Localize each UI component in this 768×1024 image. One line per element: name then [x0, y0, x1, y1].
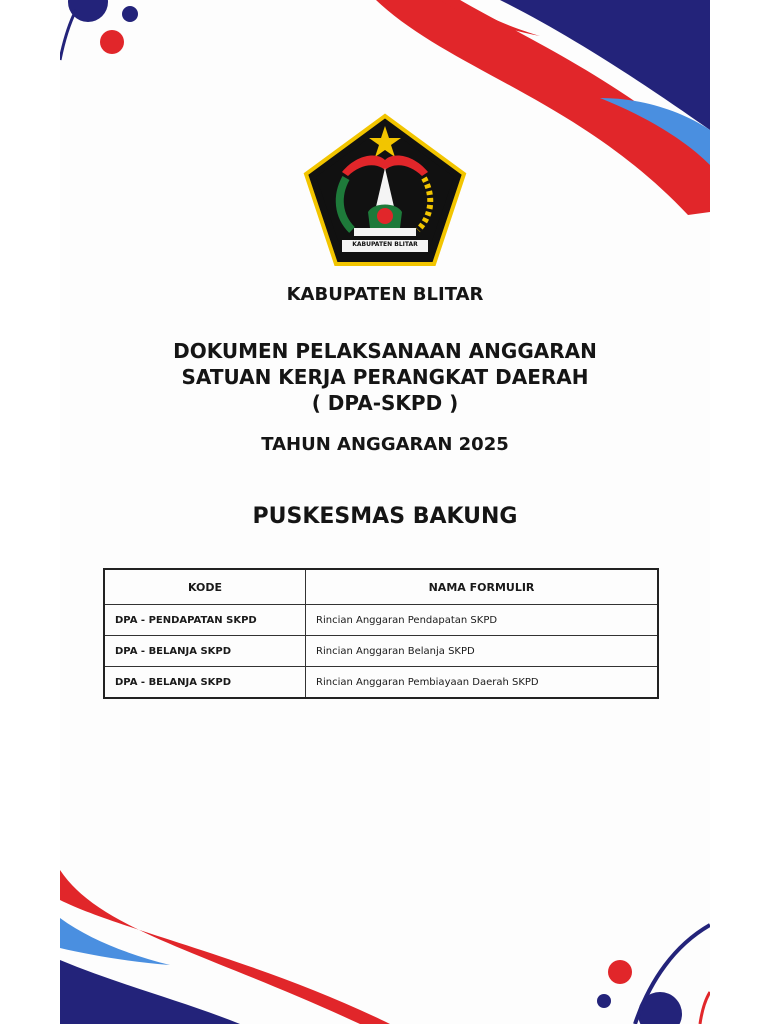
bottom-left-navy-swoosh [60, 960, 240, 1024]
table-cell-kode: DPA - BELANJA SKPD [104, 636, 306, 667]
form-code-table [103, 568, 659, 699]
document-title-line-1: DOKUMEN PELAKSANAAN ANGGARAN [173, 339, 597, 363]
bottom-right-red-arc [700, 992, 710, 1024]
budget-year-heading: TAHUN ANGGARAN 2025 [261, 434, 509, 455]
kabupaten-heading: KABUPATEN BLITAR [286, 284, 484, 305]
bottom-left-blue-swoosh [60, 918, 170, 965]
top-left-navy-arc [60, 10, 76, 60]
unit-heading: PUSKESMAS BAKUNG [252, 504, 518, 529]
table-cell-kode: DPA - BELANJA SKPD [104, 667, 306, 699]
top-left-small-navy-circle [122, 6, 138, 22]
emblem-label: KABUPATEN BLITAR [352, 241, 418, 248]
table-cell-nama: Rincian Anggaran Pembiayaan Daerah SKPD [306, 667, 659, 699]
table-cell-nama: Rincian Anggaran Belanja SKPD [306, 636, 659, 667]
table-row [104, 667, 658, 699]
table-cell-nama: Rincian Anggaran Pendapatan SKPD [306, 605, 659, 636]
column-header-nama-formulir: NAMA FORMULIR [306, 569, 659, 605]
table-header-row [104, 569, 658, 605]
bottom-right-navy-circle [597, 994, 611, 1008]
top-left-red-circle [100, 30, 124, 54]
bottom-right-red-circle [608, 960, 632, 984]
table-row [104, 605, 658, 636]
column-header-kode: KODE [104, 569, 306, 605]
document-page [60, 0, 710, 1024]
document-title-line-2: SATUAN KERJA PERANGKAT DAERAH [181, 365, 589, 389]
document-title-line-3: ( DPA-SKPD ) [311, 391, 459, 415]
table-cell-kode: DPA - PENDAPATAN SKPD [104, 605, 306, 636]
document-title [60, 338, 710, 416]
table-row [104, 636, 658, 667]
